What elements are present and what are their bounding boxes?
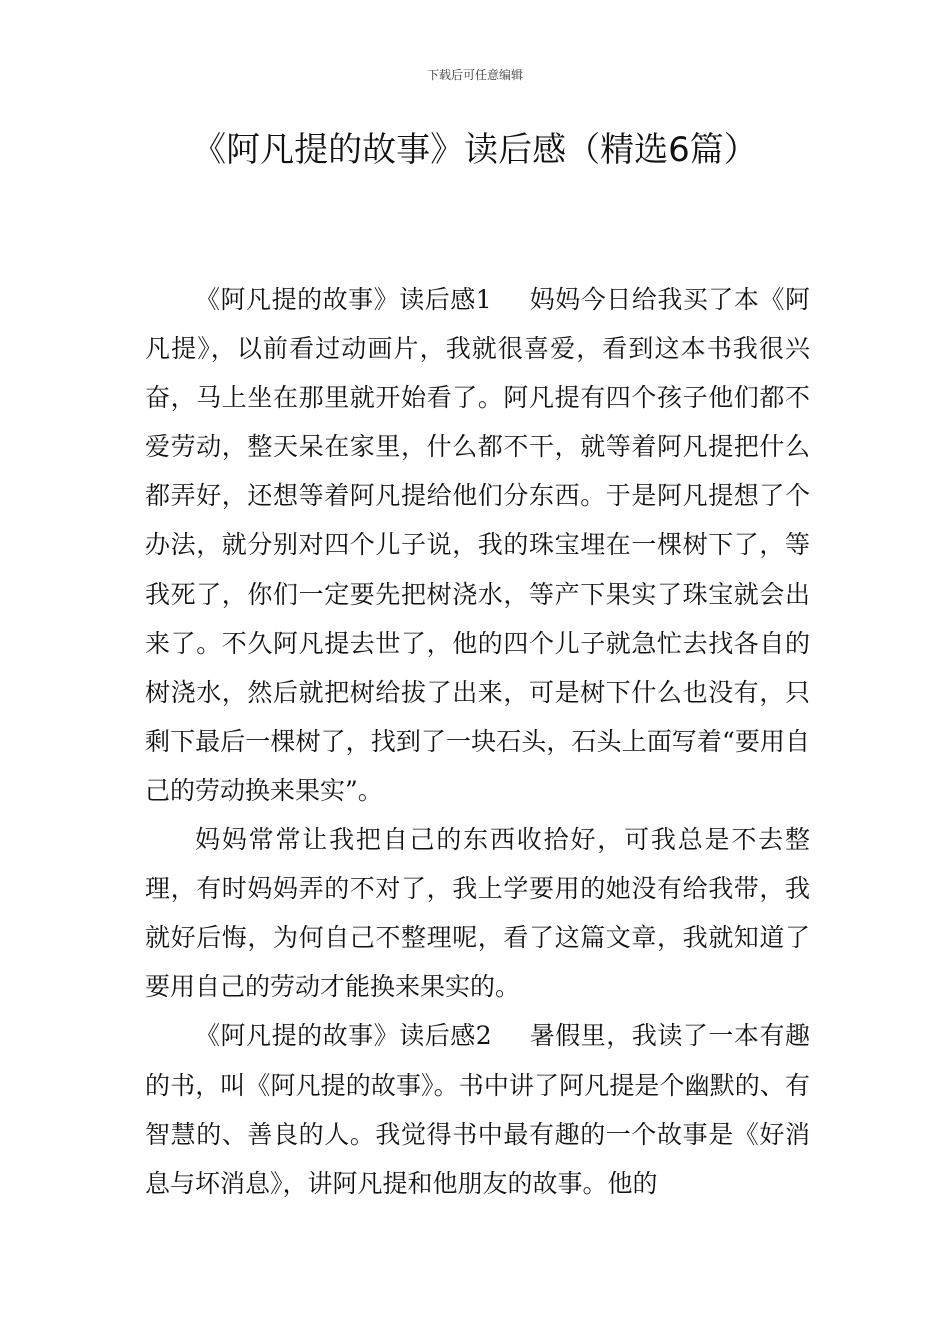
paragraph-text: 妈妈今日给我买了本《阿凡提》，以前看过动画片，我就很喜爱，看到这本书我很兴奋，马上坐在那里就开始看了。阿凡提有四个孩子他们都不爱劳动，整天呆在家里，什么都不干，就等着阿凡提把什么都弄好，还想等着阿凡提给他们分东西。于是阿凡提想了个办法，就分别对四个儿子说，我的珠宝埋在一棵树下了，等我死了，你们一定要先把树浇水，等产下果实了珠宝就会出来了。不久阿凡提去世了，他的四个儿子就急忙去找各自的树浇水，然后就把树给拔了出来，可是树下什么也没有，只剩下最后一棵树了，找到了一块石头，石头上面写着“要用自己的劳动换来果实”。 (145, 285, 810, 805)
paragraph-1 (145, 275, 810, 815)
section-heading-2: 《阿凡提的故事》读后感2 (195, 1021, 492, 1051)
paragraph-3 (145, 1011, 810, 1207)
paragraph-text: 妈妈常常让我把自己的东西收拾好，可我总是不去整理，有时妈妈弄的不对了，我上学要用的她没有给我带，我就好后悔，为何自己不整理呢，看了这篇文章，我就知道了要用自己的劳动才能换来果实的。 (145, 825, 810, 1002)
paragraph-2 (145, 815, 810, 1011)
document-body (145, 275, 810, 1208)
header-note: 下载后可任意编辑 (426, 68, 523, 82)
section-heading-1: 《阿凡提的故事》读后感1 (195, 285, 492, 314)
paragraph-text: 暑假里，我读了一本有趣的书，叫《阿凡提的故事》。书中讲了阿凡提是个幽默的、有智慧的、善良的人。我觉得书中最有趣的一个故事是《好消息与坏消息》，讲阿凡提和他朋友的故事。他的 (145, 1021, 810, 1198)
document-title: 《阿凡提的故事》读后感（精选6篇） (192, 130, 758, 170)
